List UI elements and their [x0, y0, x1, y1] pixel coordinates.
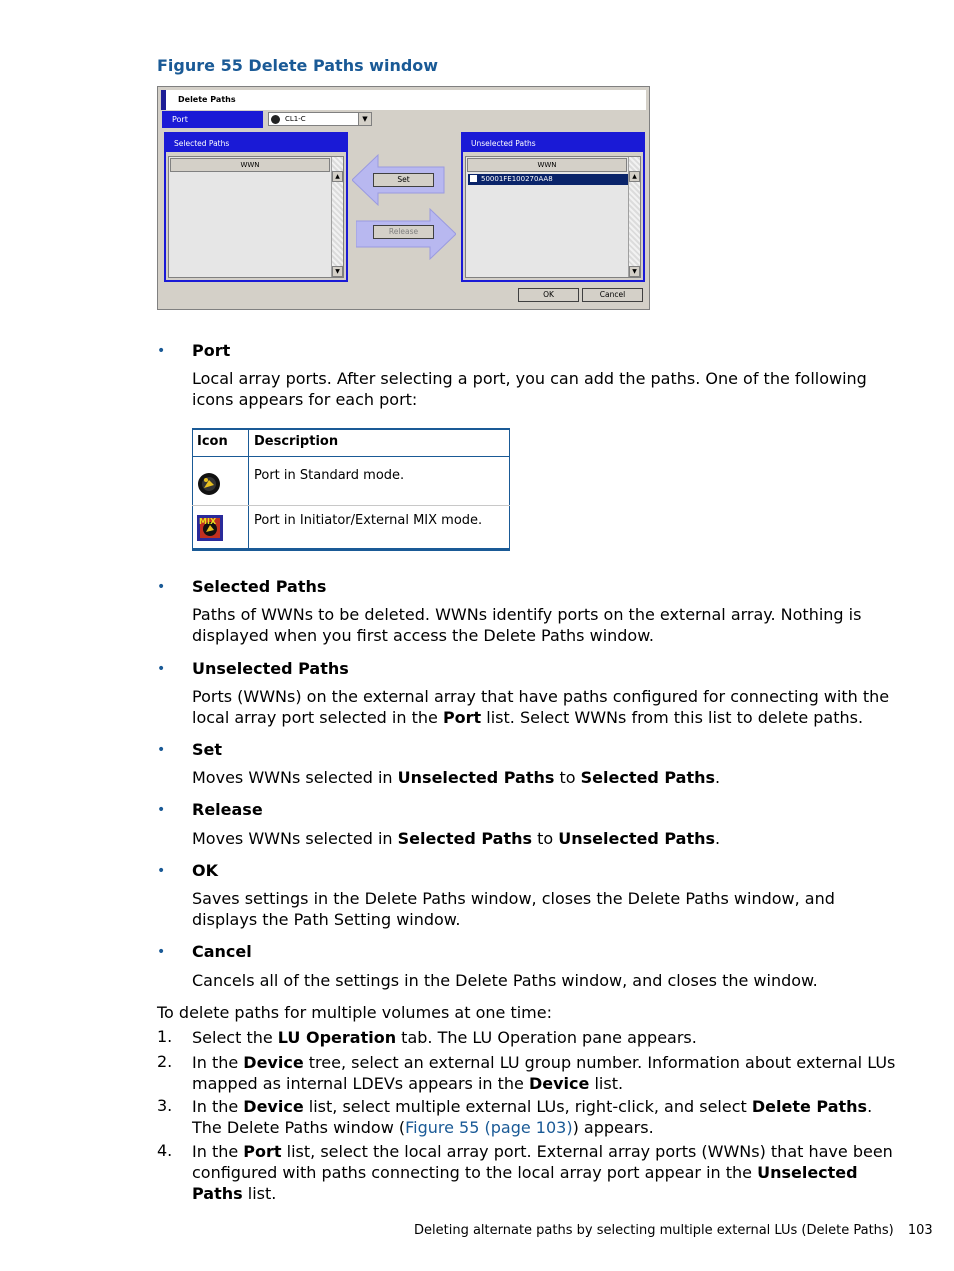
port-mix-icon [197, 515, 223, 541]
scroll-down-icon[interactable]: ▼ [629, 266, 640, 277]
term-selected-paths: Selected Paths [192, 577, 327, 596]
selected-paths-list[interactable] [168, 156, 344, 278]
table-row-divider [192, 505, 510, 506]
table-header-description: Description [254, 434, 339, 449]
unselected-paths-panel [461, 132, 645, 282]
port-select-value: CL1-C [285, 115, 306, 123]
term-unselected-paths: Unselected Paths [192, 659, 349, 678]
ok-button[interactable]: OK [518, 288, 579, 302]
step-4: In the Port list, select the local array port. External array ports (WWNs) that have been configured with paths connecting to the local array port appear in the Unselected Paths list. [192, 1142, 893, 1203]
svg-text:MIX: MIX [199, 517, 217, 526]
table-header-icon: Icon [197, 434, 228, 449]
set-button[interactable]: Set [373, 173, 434, 187]
port-select[interactable] [268, 112, 372, 126]
checkbox-icon[interactable] [470, 175, 477, 182]
term-cancel: Cancel [192, 942, 252, 961]
chevron-down-icon[interactable]: ▼ [358, 113, 371, 125]
step-number: 3. [157, 1096, 173, 1115]
wwn-column-header[interactable]: WWN [170, 158, 330, 172]
selected-paths-header [166, 134, 346, 152]
footer-text: Deleting alternate paths by selecting multiple external LUs (Delete Paths) [414, 1223, 894, 1238]
unselected-paths-list[interactable] [465, 156, 641, 278]
list-item[interactable] [468, 174, 628, 185]
scrollbar[interactable] [331, 157, 343, 277]
table-right-border [509, 430, 510, 548]
description-set: Moves WWNs selected in Unselected Paths to Selected Paths. [192, 768, 721, 787]
step-2: In the Device tree, select an external LU group number. Information about external LUs mapped as internal LDEVs appears in the Device list. [192, 1053, 896, 1093]
selected-paths-panel [164, 132, 348, 282]
figure-link[interactable]: Figure 55 (page 103) [405, 1118, 573, 1137]
selected-paths-title: Selected Paths [174, 139, 230, 148]
port-standard-icon [271, 115, 280, 124]
window-title: Delete Paths [178, 95, 236, 104]
bullet: • [157, 661, 166, 677]
step-3: In the Device list, select multiple external LUs, right-click, and select Delete Paths. The Delete Paths window (Figure 55 (page 103)) appears. [192, 1097, 873, 1137]
wwn-value: 50001FE100270AA8 [481, 175, 553, 183]
step-number: 1. [157, 1027, 173, 1046]
table-header-divider [192, 456, 510, 457]
wwn-column-header[interactable]: WWN [467, 158, 627, 172]
term-set: Set [192, 740, 223, 759]
scrollbar[interactable] [628, 157, 640, 277]
figure-caption: Figure 55 Delete Paths window [157, 56, 439, 75]
page-footer [414, 1223, 933, 1238]
bullet: • [157, 742, 166, 758]
description-ok: Saves settings in the Delete Paths window, closes the Delete Paths window, and displays the Path Setting window. [192, 889, 835, 929]
bullet: • [157, 579, 166, 595]
bullet: • [157, 944, 166, 960]
step-1: Select the LU Operation tab. The LU Operation pane appears. [192, 1028, 697, 1047]
table-row-description: Port in Initiator/External MIX mode. [254, 513, 483, 528]
bullet: • [157, 863, 166, 879]
page-number: 103 [907, 1223, 933, 1238]
description-selected-paths: Paths of WWNs to be deleted. WWNs identify ports on the external array. Nothing is displayed when you first access the Delete Paths window. [192, 605, 862, 645]
term-port: Port [192, 341, 231, 360]
table-row-description: Port in Standard mode. [254, 468, 405, 483]
port-label: Port [172, 115, 188, 124]
description-port: Local array ports. After selecting a port, you can add the paths. One of the following icons appears for each port: [192, 369, 867, 409]
unselected-paths-title: Unselected Paths [471, 139, 536, 148]
step-number: 2. [157, 1052, 173, 1071]
description-cancel: Cancels all of the settings in the Delete Paths window, and closes the window. [192, 971, 818, 990]
bullet: • [157, 802, 166, 818]
release-button[interactable]: Release [373, 225, 434, 239]
scroll-down-icon[interactable]: ▼ [332, 266, 343, 277]
icon-table [192, 428, 510, 551]
term-ok: OK [192, 861, 218, 880]
scroll-up-icon[interactable]: ▲ [332, 171, 343, 182]
port-standard-icon [197, 471, 221, 497]
step-number: 4. [157, 1141, 173, 1160]
description-unselected-paths: Ports (WWNs) on the external array that have paths configured for connecting with the local array port selected in the Port list. Select WWNs from this list to delete paths. [192, 687, 890, 727]
procedure-intro: To delete paths for multiple volumes at one time: [157, 1003, 552, 1022]
scroll-up-icon[interactable]: ▲ [629, 171, 640, 182]
description-release: Moves WWNs selected in Selected Paths to Unselected Paths. [192, 829, 721, 848]
delete-paths-window [157, 86, 650, 310]
cancel-button[interactable]: Cancel [582, 288, 643, 302]
unselected-paths-header [463, 134, 643, 152]
term-release: Release [192, 800, 263, 819]
bullet: • [157, 343, 166, 359]
port-label-box [162, 111, 263, 128]
window-title-bar [161, 90, 646, 110]
